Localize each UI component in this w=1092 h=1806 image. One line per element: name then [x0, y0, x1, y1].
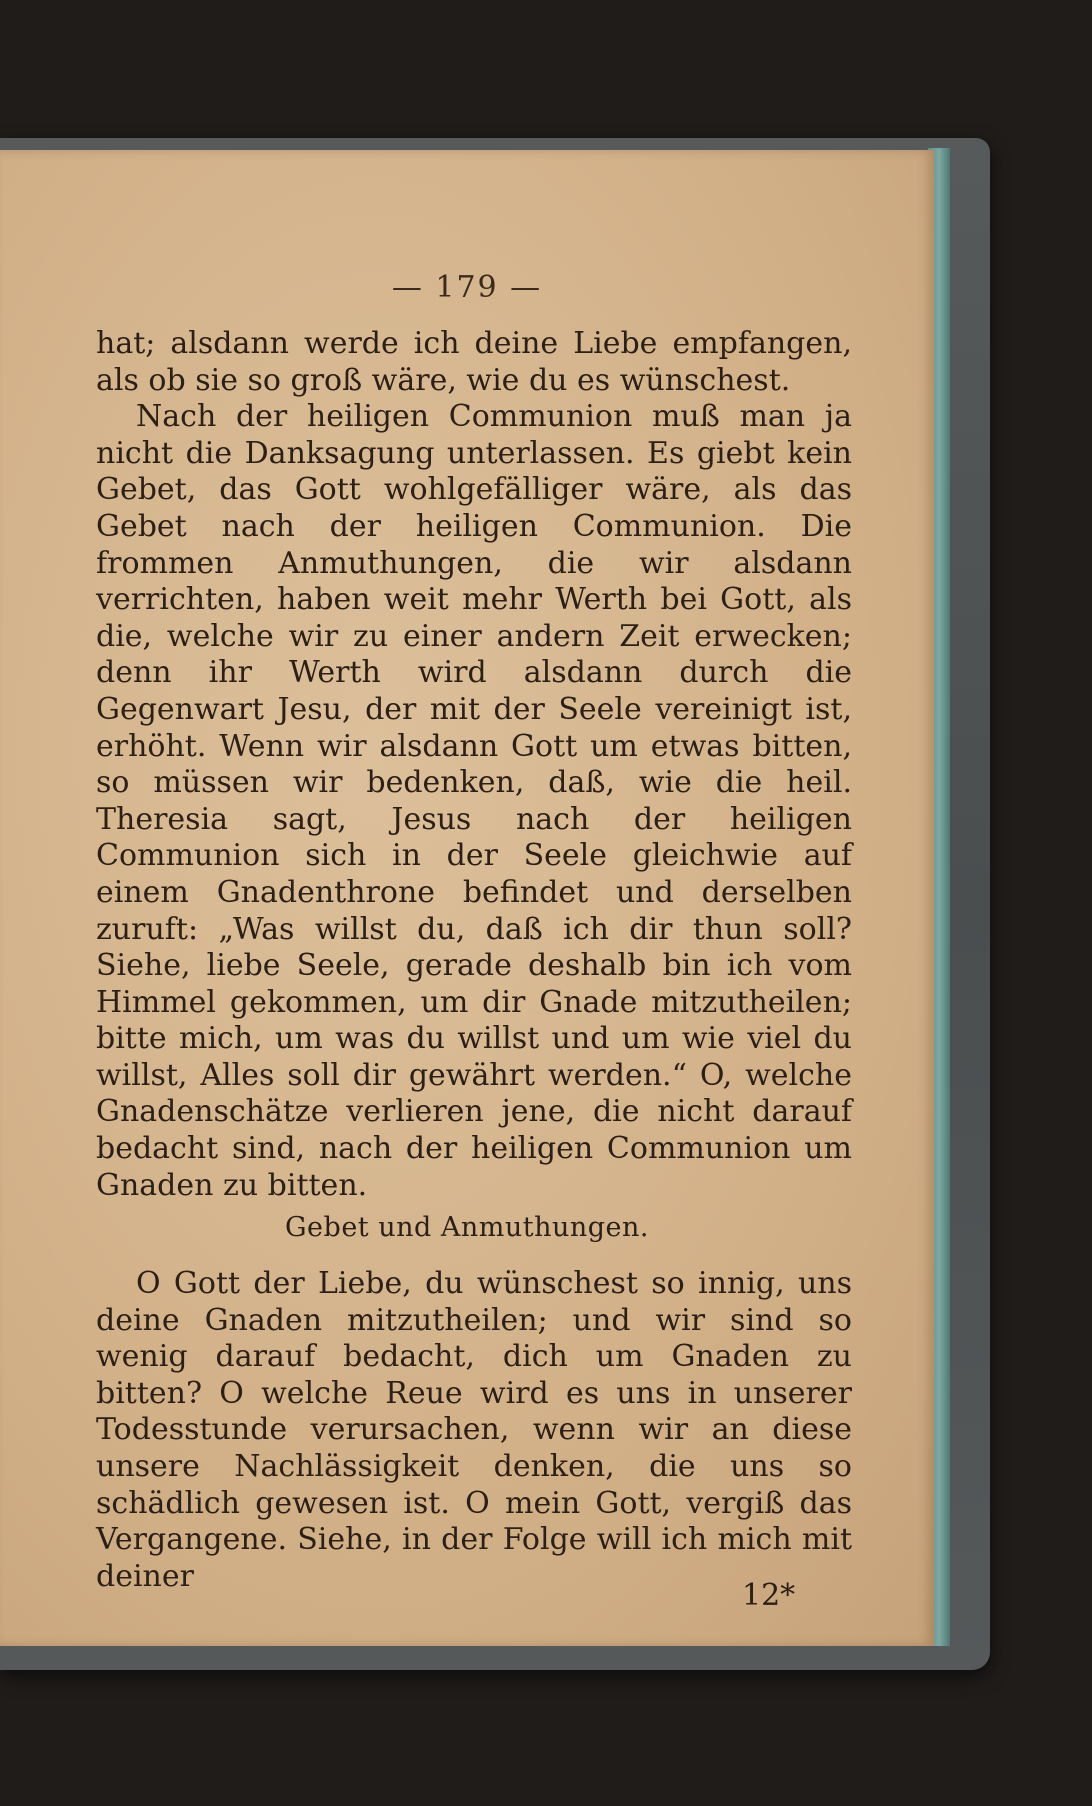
- text-block-bottom: [96, 1266, 852, 1595]
- page-number: — 179 —: [391, 270, 543, 305]
- section-heading: Gebet und Anmuthungen.: [284, 1212, 650, 1243]
- text-block-top: [96, 326, 852, 1204]
- signature-mark: 12*: [742, 1578, 796, 1613]
- paragraph-prayer: O Gott der Liebe, du wünschest so innig, uns deine Gnaden mitzutheilen; und wir sind so wenig darauf bedacht, dich um Gnaden zu bitten? O welche Reue wird es uns in unserer Todesstunde verursachen, wenn wir an diese unsere Nachlässigkeit denken, die uns so schädlich gewesen ist. O mein Gott, vergiß das Vergangene. Siehe, in der Folge will ich mich mit deiner: [96, 1266, 852, 1594]
- paragraph-continuation: hat; alsdann werde ich deine Liebe empfangen, als ob sie so groß wäre, wie du es wünschest.: [96, 326, 852, 398]
- paragraph-communion: Nach der heiligen Communion muß man ja nicht die Danksagung unterlassen. Es giebt kein Gebet, das Gott wohlgefälliger wäre, als das Gebet nach der heiligen Communion. Die frommen Anmuthungen, die wir alsdann verrichten, haben weit mehr Werth bei Gott, als die, welche wir zu einer andern Zeit erwecken; denn ihr Werth wird alsdann durch die Gegenwart Jesu, der mit der Seele vereinigt ist, erhöht. Wenn wir alsdann Gott um etwas bitten, so müssen wir bedenken, daß, wie die heil. Theresia sagt, Jesus nach der heiligen Communion sich in der Seele gleichwie auf einem Gnadenthrone befindet und derselben zuruft: „Was willst du, daß ich dir thun soll? Siehe, liebe Seele, gerade deshalb bin ich vom Himmel gekommen, um dir Gnade mitzutheilen; bitte mich, um was du willst und um wie viel du willst, Alles soll dir gewährt werden.“ O, welche Gnadenschätze verlieren jene, die nicht darauf bedacht sind, nach der heiligen Communion um Gnaden zu bitten.: [96, 399, 852, 1203]
